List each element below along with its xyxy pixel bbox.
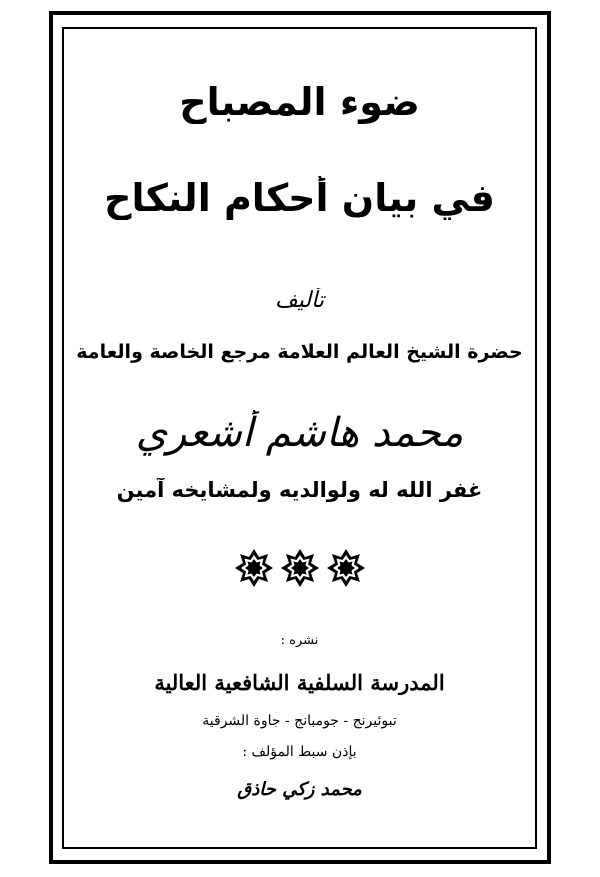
permission-label: بإذن سبط المؤلف : <box>242 744 357 760</box>
publisher-name: المدرسة السلفية الشافعية العالية <box>154 670 445 695</box>
prayer-line: غفر الله له ولوالديه ولمشايخه آمين <box>116 478 483 502</box>
ornament-row <box>62 548 537 592</box>
book-title-line-1: ضوء المصباح <box>179 80 420 124</box>
book-title-line-2: في بيان أحكام النكاح <box>104 176 495 220</box>
author-honorific: حضرة الشيخ العالم العلامة مرجع الخاصة والعامة <box>76 341 523 363</box>
grandson-name: محمد زكي حاذق <box>237 779 362 800</box>
star-ornament-icon <box>326 548 366 588</box>
publisher-address: تبوئيرنج - جومبانج - جاوة الشرقية <box>202 713 397 729</box>
authorship-label: تأليف <box>275 288 324 313</box>
author-name: محمد هاشم أشعري <box>135 410 464 456</box>
star-ornament-icon <box>280 548 320 588</box>
publisher-label: نشره : <box>280 633 319 648</box>
star-ornament-icon <box>234 548 274 588</box>
